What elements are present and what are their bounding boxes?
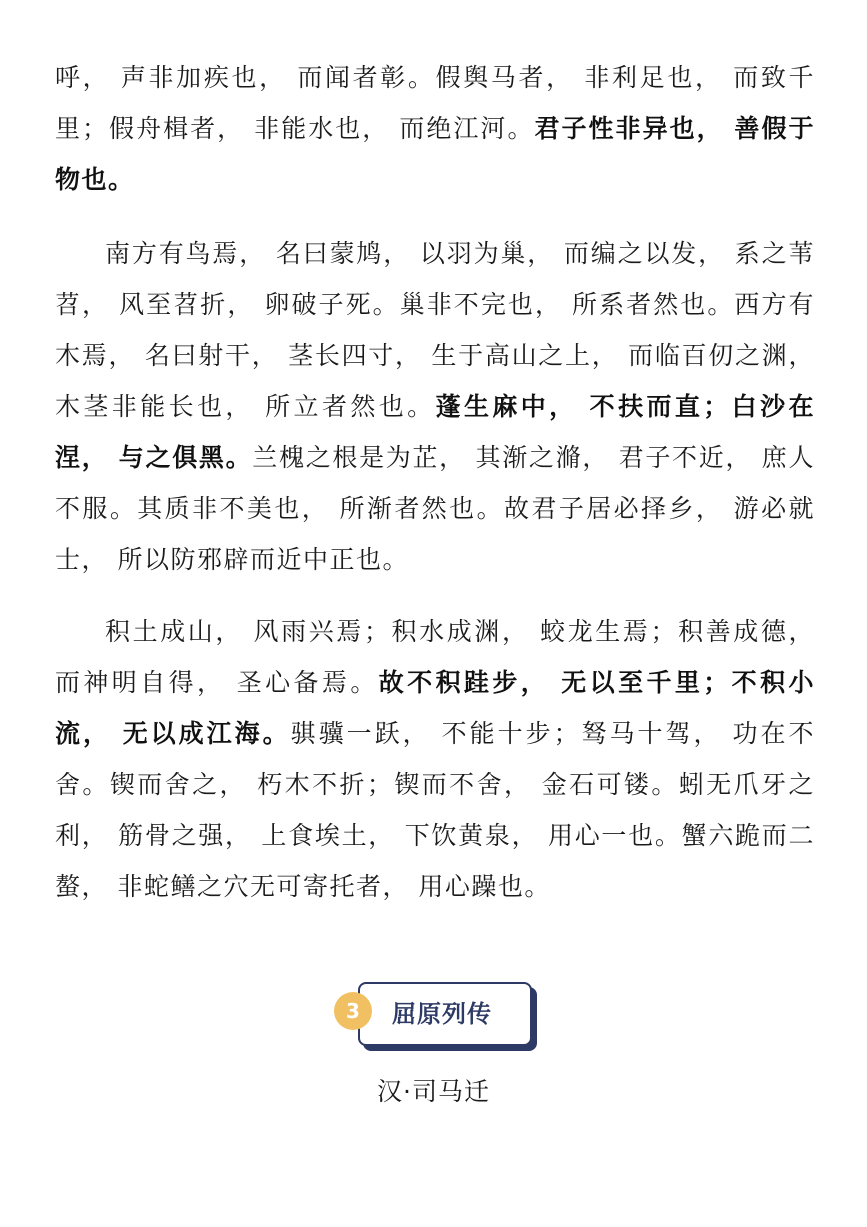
section-heading-box xyxy=(358,982,532,1046)
section-author: 汉·司马迁 xyxy=(377,1077,490,1106)
paragraph-1-bold-1: 君子性非异也， 善假于物也。 xyxy=(55,114,815,194)
section-heading xyxy=(334,982,544,1054)
paragraph-3 xyxy=(55,606,815,912)
paragraph-1-text-1: 呼， 声非加疾也， 而闻者彰。假舆马者， 非利足也， 而致千里；假舟楫者， 非能水也， 而绝江河。 xyxy=(55,63,815,143)
paragraph-3-text-2: 骐骥一跃， 不能十步；驽马十驾， 功在不舍。锲而舍之， 朽木不折；锲而不舍， 金石可镂。蚓无爪牙之利， 筋骨之强， 上食埃土， 下饮黄泉， 用心一也。蟹六跪而二螯， 非蛇鳝之穴无可寄托者， 用心躁也。 xyxy=(55,719,815,901)
paragraph-2-text-1: 南方有鸟焉， 名曰蒙鸠， 以羽为巢， 而编之以发， 系之苇苕， 风至苕折， 卵破子死。巢非不完也， 所系者然也。西方有木焉， 名曰射干， 茎长四寸， 生于高山之上， 而临百仞之渊， 木茎非能长也， 所立者然也。 xyxy=(55,239,815,421)
section-title: 屈原列传 xyxy=(392,1000,492,1028)
section-number-badge: 3 xyxy=(334,992,372,1030)
paragraph-3-text-1: 积土成山， 风雨兴焉；积水成渊， 蛟龙生焉；积善成德， 而神明自得， 圣心备焉。 xyxy=(55,617,815,697)
paragraph-2 xyxy=(55,228,815,585)
paragraph-1 xyxy=(55,52,815,205)
paragraph-2-bold-1: 蓬生麻中， 不扶而直；白沙在涅， 与之俱黑。 xyxy=(55,392,815,472)
paragraph-3-bold-1: 故不积跬步， 无以至千里；不积小流， 无以成江海。 xyxy=(55,668,815,748)
paragraph-2-text-2: 兰槐之根是为芷， 其渐之滫， 君子不近， 庶人不服。其质非不美也， 所渐者然也。故君子居必择乡， 游必就士， 所以防邪辟而近中正也。 xyxy=(55,443,815,574)
